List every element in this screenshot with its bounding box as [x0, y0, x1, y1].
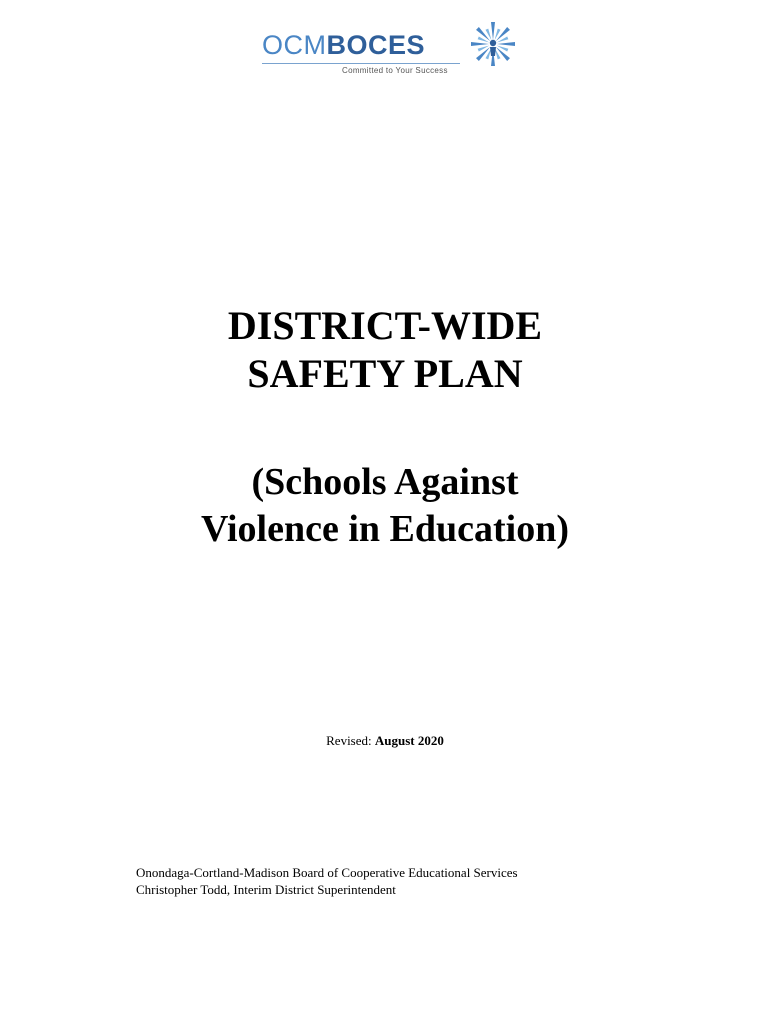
logo-wordmark-ocm: OCM [262, 30, 327, 60]
starburst-logo-icon [467, 18, 519, 70]
logo-tagline: Committed to Your Success [342, 66, 448, 75]
logo-divider [262, 63, 460, 64]
document-title-line-1: DISTRICT-WIDE [227, 303, 543, 348]
document-subtitle-line-1: (Schools Against [251, 461, 519, 503]
document-footer [136, 864, 518, 898]
footer-superintendent: Christopher Todd, Interim District Superintendent [136, 882, 396, 897]
revision-date [0, 733, 770, 749]
footer-organization: Onondaga-Cortland-Madison Board of Cooperative Educational Services [136, 865, 518, 880]
document-title-line-2: SAFETY PLAN [247, 351, 523, 396]
revision-date-value: August 2020 [374, 733, 444, 748]
ocmboces-logo [262, 18, 522, 80]
document-subtitle-line-2: Violence in Education) [200, 508, 570, 550]
logo-wordmark-boces: BOCES [326, 30, 426, 60]
document-title [0, 302, 770, 398]
document-subtitle [0, 459, 770, 553]
logo-wordmark [262, 30, 425, 60]
revision-label: Revised: [326, 733, 372, 748]
